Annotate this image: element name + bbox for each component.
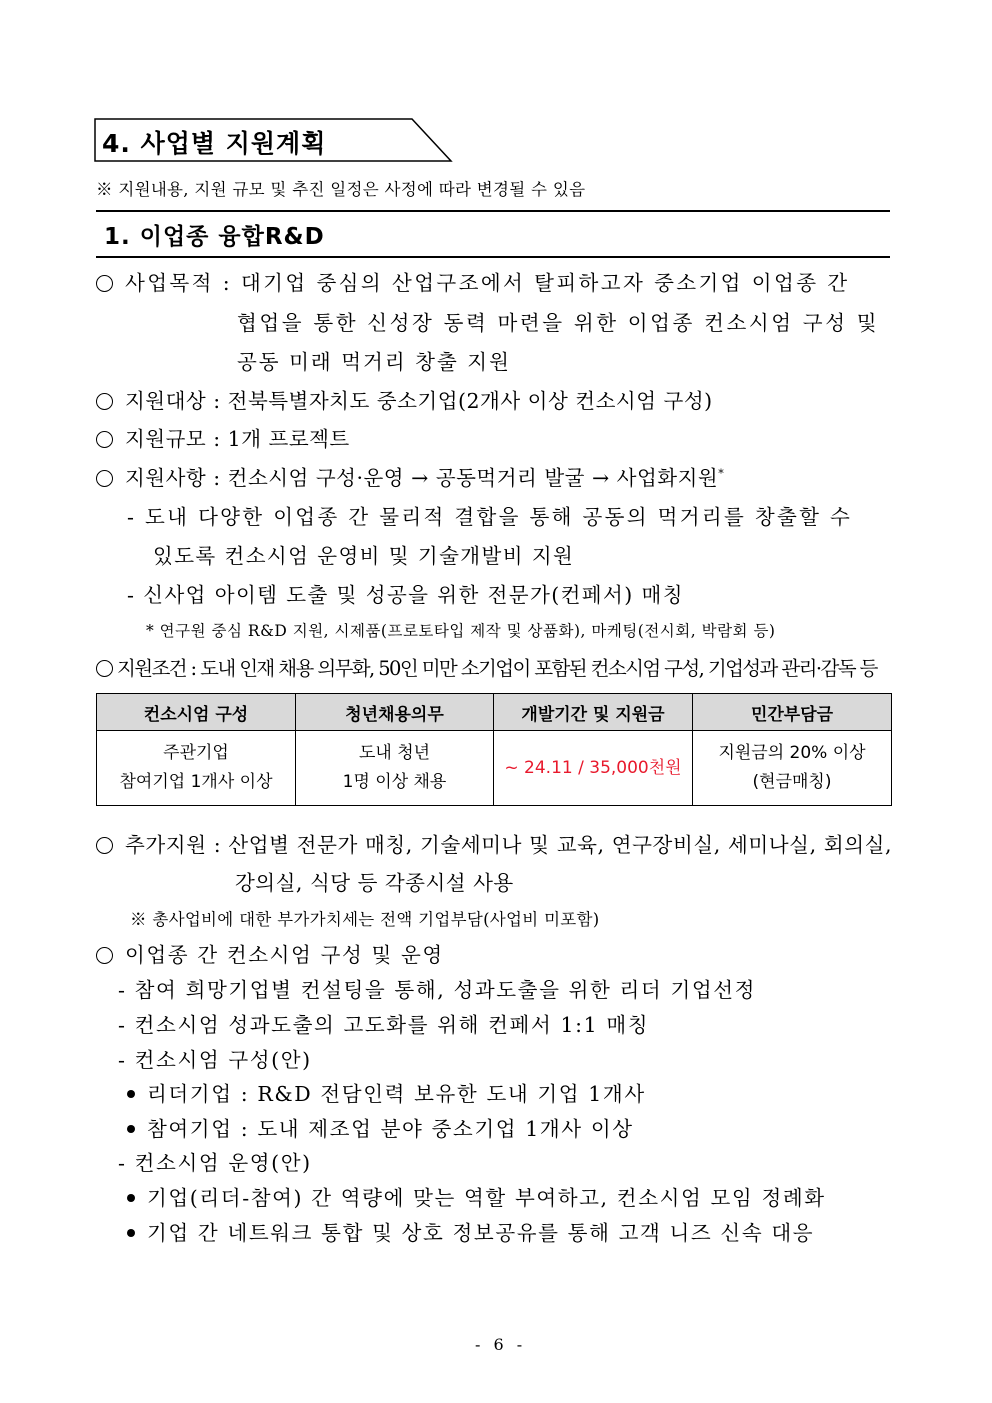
table-cell-period-funding: ~ 24.11 / 35,000천원 [494,731,693,806]
bullet-text: 리더기업 : R&D 전담인력 보유한 도내 기업 1개사 [147,1082,646,1106]
bullet-text: 기업(리더-참여) 간 역량에 맞는 역할 부여하고, 컨소시엄 모임 정례화 [147,1186,826,1210]
table-cell-youth [296,731,494,806]
purpose-item [96,266,850,296]
support-items [96,461,724,491]
operation-heading [96,938,444,968]
support-items-text: 지원사항 : 컨소시엄 구성·운영 → 공동먹거리 발굴 → 사업화지원 [125,466,719,490]
consortium-table [96,693,892,806]
support-dash-2: - 신사업 아이템 도출 및 성공을 위한 전문가(컨페서) 매칭 [127,583,684,607]
extra-item [96,828,892,858]
section-title: 4. 사업별 지원계획 [102,129,327,158]
table-cell-consortium [97,731,296,806]
operation-dash-3: - 컨소시엄 구성(안) [118,1048,312,1072]
operation-dash-1: - 참여 희망기업별 컨설팅을 통해, 성과도출을 위한 리더 기업선정 [118,978,757,1002]
page-number: - 6 - [475,1335,527,1354]
section-notice: ※ 지원내용, 지원 규모 및 추진 일정은 사정에 따라 변경될 수 있음 [96,180,586,199]
bullet-text: 기업 간 네트워크 통합 및 상호 정보공유를 통해 고객 니즈 신속 대응 [147,1221,815,1245]
extra-note: ※ 총사업비에 대한 부가가치세는 전액 기업부담(사업비 미포함) [130,910,600,929]
dot-bullet-icon [127,1090,135,1098]
operation-dash-2: - 컨소시엄 성과도출의 고도화를 위해 컨페서 1:1 매칭 [118,1013,650,1037]
footnote-mark: * [718,467,725,481]
purpose-line-2: 협업을 통한 신성장 동력 마련을 위한 이업종 컨소시엄 구성 및 [237,311,880,335]
conditions-item [96,653,877,681]
conditions-text: 지원조건 : 도내 인재 채용 의무화, 50인 미만 소기업이 포함된 컨소시엄 구성, 기업성과 관리·감독 등 [117,657,877,680]
purpose-line-1: 사업목적 : 대기업 중심의 산업구조에서 탈피하고자 중소기업 이업종 간 [125,271,850,295]
cell-line: 참여기업 1개사 이상 [119,772,273,792]
operation-bullet-1 [127,1077,646,1107]
circle-bullet-icon [96,837,113,854]
circle-bullet-icon [96,393,113,410]
table-cell-private-share [693,731,892,806]
dot-bullet-icon [127,1229,135,1237]
support-dash-1-line-2: 있도록 컨소시엄 운영비 및 기술개발비 지원 [153,544,575,568]
cell-line: (현금매칭) [752,772,832,792]
table-row [97,731,892,806]
support-dash-1-line-1: - 도내 다양한 이업종 간 물리적 결합을 통해 공동의 먹거리를 창출할 수 [127,505,853,529]
scale-item [96,422,350,452]
circle-bullet-icon [96,431,113,448]
subsection-title: 1. 이업종 융합R&D [104,224,325,250]
table-header-cell: 개발기간 및 지원금 [494,694,693,731]
circle-bullet-icon [96,947,113,964]
section-title-box [94,118,452,162]
cell-line: 지원금의 20% 이상 [718,743,866,763]
target-item [96,384,713,414]
circle-bullet-icon [96,470,113,487]
purpose-line-3: 공동 미래 먹거리 창출 지원 [237,350,511,374]
cell-line: 주관기업 [163,743,229,763]
cell-line: 도내 청년 [358,743,431,763]
target-text: 지원대상 : 전북특별자치도 중소기업(2개사 이상 컨소시엄 구성) [125,389,713,413]
circle-bullet-icon [96,660,113,677]
extra-line-1: 추가지원 : 산업별 전문가 매칭, 기술세미나 및 교육, 연구장비실, 세미나실, 회의실, [125,833,893,857]
operation-heading-text: 이업종 간 컨소시엄 구성 및 운영 [125,943,444,967]
top-rule [96,210,890,212]
scale-text: 지원규모 : 1개 프로젝트 [125,427,350,451]
operation-bullet-3 [127,1181,826,1211]
operation-bullet-4 [127,1216,814,1246]
extra-line-2: 강의실, 식당 등 각종시설 사용 [235,871,514,895]
cell-line: 1명 이상 채용 [342,772,447,792]
dot-bullet-icon [127,1194,135,1202]
operation-dash-4: - 컨소시엄 운영(안) [118,1151,312,1175]
table-header-cell: 민간부담금 [693,694,892,731]
bullet-text: 참여기업 : 도내 제조업 분야 중소기업 1개사 이상 [147,1117,634,1141]
circle-bullet-icon [96,275,113,292]
table-header-cell: 청년채용의무 [296,694,494,731]
support-footnote: * 연구원 중심 R&D 지원, 시제품(프로토타입 제작 및 상품화), 마케팅(전시회, 박람회 등) [146,622,776,640]
table-header-cell: 컨소시엄 구성 [97,694,296,731]
subsection-rule [96,256,890,258]
operation-bullet-2 [127,1112,634,1142]
table-header-row [97,694,892,731]
dot-bullet-icon [127,1125,135,1133]
